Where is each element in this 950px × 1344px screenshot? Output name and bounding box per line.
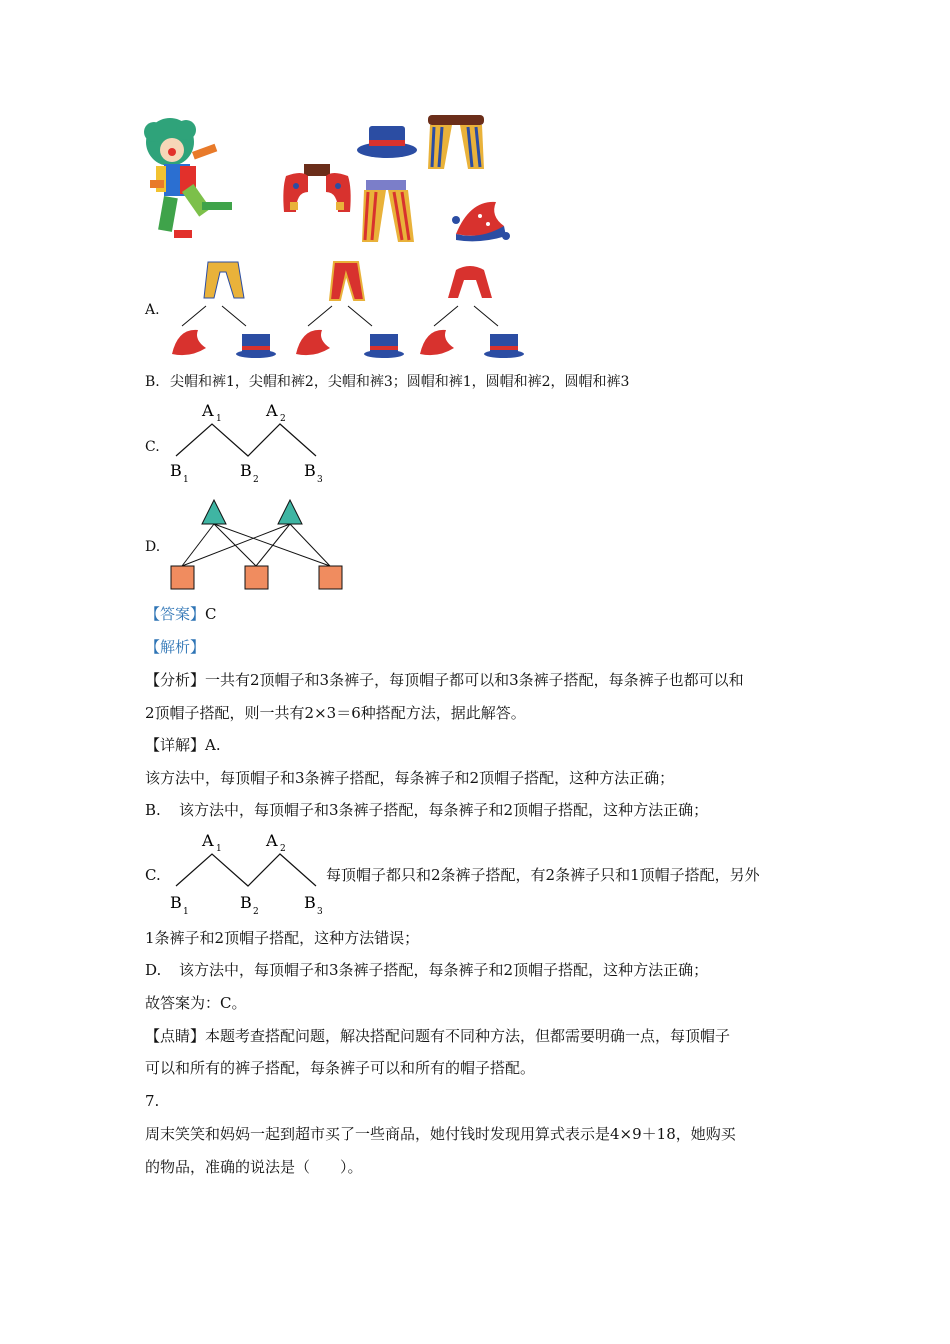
option-b-label: B. [145, 374, 160, 390]
explain-node-b1-sub: 1 [183, 907, 189, 917]
explain-b: 该方法中，每顶帽子和3条裤子搭配，每条裤子和2顶帽子搭配，这种方法正确； [179, 801, 709, 819]
explain-node-a2: A [266, 831, 278, 850]
node-b2: B [240, 461, 252, 480]
explain-c: 每顶帽子都只和2条裤子搭配，有2条裤子只和1顶帽子搭配，另外 [326, 866, 760, 884]
square-3-shape [319, 566, 342, 589]
explain-node-b1: B [170, 893, 182, 912]
node-b1: B [170, 461, 182, 480]
explain-b-label: B. [145, 801, 161, 819]
explain-node-a1-sub: 1 [216, 844, 222, 854]
question-7-number: 7. [145, 1092, 160, 1110]
dianjing-tag: 【点睛】 [145, 1027, 206, 1045]
explain-d: 该方法中，每顶帽子和3条裤子搭配，每条裤子和2顶帽子搭配，这种方法正确； [179, 961, 709, 979]
explain-c-2: 1条裤子和2顶帽子搭配，这种方法错误； [145, 929, 420, 947]
pants-1-image [424, 115, 488, 175]
analysis-tag: 【解析】 [145, 638, 206, 656]
node-a2: A [266, 401, 278, 420]
fenxi-text-1: 一共有2顶帽子和3条裤子，每顶帽子都可以和3条裤子搭配，每条裤子也都可以和 [205, 671, 744, 689]
option-a-label: A. [145, 302, 160, 318]
explain-c-label: C. [145, 866, 161, 884]
dianjing-text-1: 本题考查搭配问题，解决搭配问题有不同种方法，但都需要明确一点，每顶帽子 [205, 1027, 731, 1045]
explain-node-a1: A [202, 831, 214, 850]
node-a1-sub: 1 [216, 414, 222, 424]
option-a-tree-2 [296, 262, 404, 358]
explain-a: 该方法中，每顶帽子和3条裤子搭配，每条裤子和2顶帽子搭配，这种方法正确； [145, 769, 675, 787]
explain-d-label: D. [145, 961, 162, 979]
triangle-1-shape [202, 500, 226, 524]
clown-illustration [140, 112, 250, 242]
pants-3-image [282, 162, 352, 218]
option-b-text: 尖帽和裤1，尖帽和裤2，尖帽和裤3；圆帽和裤1，圆帽和裤2，圆帽和裤3 [170, 374, 630, 390]
node-b1-sub: 1 [183, 475, 189, 485]
square-2-shape [245, 566, 268, 589]
pants-2-image [356, 180, 416, 246]
node-b3-sub: 3 [317, 475, 323, 485]
pointed-hat-image [450, 196, 512, 242]
answer-line [145, 604, 217, 624]
answer-value: C [205, 605, 217, 623]
xiangjie-line [145, 735, 221, 755]
triangle-2-shape [278, 500, 302, 524]
option-a-diagram [166, 262, 536, 362]
node-a2-sub: 2 [280, 414, 286, 424]
option-a-tree-1 [172, 262, 276, 358]
option-d-label: D. [145, 539, 161, 555]
fenxi-text-2: 2顶帽子搭配，则一共有2×3＝6种搭配方法，据此解答。 [145, 704, 526, 722]
round-hat-image [356, 120, 418, 164]
node-a1: A [202, 401, 214, 420]
explain-node-b3: B [304, 893, 316, 912]
node-b3: B [304, 461, 316, 480]
xiangjie-a: A. [205, 736, 221, 754]
node-b2-sub: 2 [253, 475, 259, 485]
explain-node-a2-sub: 2 [280, 844, 286, 854]
dianjing-line-1 [145, 1026, 730, 1046]
explain-node-b2: B [240, 893, 252, 912]
square-1-shape [171, 566, 194, 589]
option-c-label: C. [145, 439, 160, 455]
option-d-diagram [170, 498, 346, 592]
conclusion: 故答案为：C。 [145, 994, 247, 1012]
explain-node-b2-sub: 2 [253, 907, 259, 917]
question-7-line-2: 的物品，准确的说法是（ ）。 [145, 1158, 363, 1176]
explain-node-b3-sub: 3 [317, 907, 323, 917]
explain-c-diagram [170, 830, 330, 916]
fenxi-tag: 【分析】 [145, 671, 206, 689]
dianjing-text-2: 可以和所有的裤子搭配，每条裤子可以和所有的帽子搭配。 [145, 1059, 536, 1077]
xiangjie-tag: 【详解】 [145, 736, 206, 754]
fenxi-line-1 [145, 670, 744, 690]
option-a-tree-3 [420, 266, 524, 358]
answer-tag: 【答案】 [145, 605, 206, 623]
question-7-line-1: 周末笑笑和妈妈一起到超市买了一些商品，她付钱时发现用算式表示是4×9＋18，她购买 [145, 1125, 736, 1143]
option-c-diagram [168, 402, 338, 488]
